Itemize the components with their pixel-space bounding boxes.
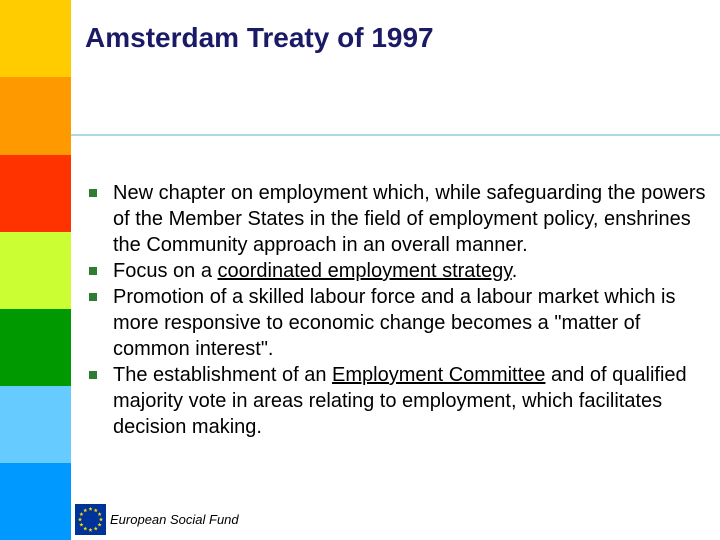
color-stripe-lime [0,232,71,309]
eu-flag-icon [75,504,106,535]
color-stripe-blue [0,463,71,540]
coordinated-employment-strategy-link[interactable]: coordinated employment strategy [217,260,512,282]
bullet-text: Promotion of a skilled labour force and a labour market which is more responsive to economic change becomes a "matter of common interest". [113,286,676,360]
color-stripe-yellow [0,0,71,77]
eu-star-icon [94,526,98,530]
square-bullet-icon [89,371,97,379]
employment-committee-link[interactable]: Employment Committee [332,364,546,386]
footer-label: European Social Fund [110,512,239,527]
bullet-item [88,284,710,362]
color-stripe-light-blue [0,386,71,463]
slide-title: Amsterdam Treaty of 1997 [85,22,434,53]
bullet-text-before: Focus on a [113,260,218,282]
bullet-text-after: and of qualified majority vote in areas relating to employment, which facilitates decision making. [113,364,687,438]
eu-star-icon [79,523,83,527]
color-stripe-red [0,155,71,232]
bullet-text: New chapter on employment which, while safeguarding the powers of the Member States in the field of employment policy, enshrines the Community approach in an overall manner. [113,182,706,256]
eu-star-icon [98,512,102,516]
eu-star-icon [78,517,82,521]
square-bullet-icon [89,267,97,275]
bullet-item [88,180,710,258]
square-bullet-icon [89,293,97,301]
eu-star-icon [83,526,87,530]
eu-star-icon [98,523,102,527]
bullet-list [88,180,710,440]
bullet-text-before: The establishment of an [113,364,333,386]
eu-star-icon [88,528,92,532]
title-divider [71,134,720,136]
bullet-item [88,258,710,284]
bullet-text-after: . [511,260,518,282]
eu-star-icon [83,508,87,512]
color-stripe-green [0,309,71,386]
color-stripe-orange [0,77,71,155]
bullet-item [88,362,710,440]
square-bullet-icon [89,189,97,197]
eu-star-icon [79,512,83,516]
eu-star-icon [99,517,103,521]
eu-star-icon [94,508,98,512]
eu-star-icon [88,507,92,511]
